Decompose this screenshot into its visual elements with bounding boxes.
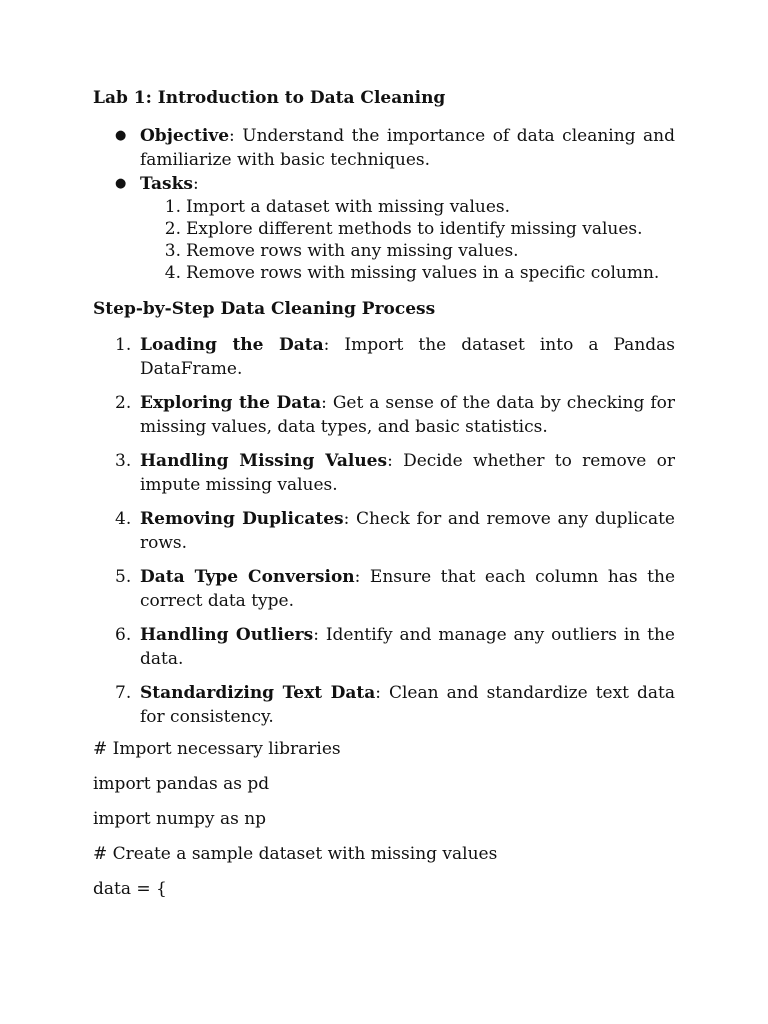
step-item [93,391,675,439]
bullet-icon: ● [115,128,127,143]
code-snippet [93,737,675,901]
step-text: : Identify and manage any outliers in the data. [140,625,675,669]
step-text: : Clean and standardize text data for consistency. [140,683,676,727]
step-number: 3. [115,451,132,471]
step-number: 1. [115,335,132,355]
step-label: Removing Duplicates [140,509,344,529]
step-label: Loading the Data [140,335,324,355]
task-item [93,218,675,240]
lab-title: Lab 1: Introduction to Data Cleaning [93,88,446,108]
step-text: : Get a sense of the data by checking for missing values, data types, and basic statistics. [140,393,675,437]
task-list [93,196,675,284]
objectives-list [93,124,675,196]
step-label: Handling Missing Values [140,451,388,471]
step-label: Handling Outliers [140,625,314,645]
step-number: 7. [115,683,132,703]
step-item [93,681,675,729]
step-item [93,507,675,555]
code-line: import numpy as np [93,809,267,829]
step-item [93,333,675,381]
step-number: 6. [115,625,132,645]
objective-label: Objective [140,126,230,146]
step-text: : Decide whether to remove or impute missing values. [140,451,676,495]
bullet-icon: ● [115,176,127,191]
task-number: 2. [164,219,181,239]
step-item [93,449,675,497]
step-number: 5. [115,567,132,587]
step-text: : Import the dataset into a Pandas DataFrame. [140,335,676,379]
step-text: : Ensure that each column has the correct data type. [140,567,676,611]
step-item [93,623,675,671]
step-number: 2. [115,393,132,413]
task-text: Import a dataset with missing values. [186,197,511,217]
task-number: 4. [164,263,181,283]
task-text: Explore different methods to identify missing values. [186,219,643,239]
steps-list [93,333,675,729]
step-label: Exploring the Data [140,393,322,413]
objective-item [93,124,675,172]
tasks-item [93,172,675,196]
code-line: data = { [93,879,167,899]
task-item [93,262,675,284]
step-number: 4. [115,509,132,529]
step-item [93,565,675,613]
tasks-sep: : [192,174,199,194]
document-page [93,86,675,912]
step-label: Data Type Conversion [140,567,355,587]
tasks-label: Tasks [140,174,193,194]
task-number: 1. [164,197,181,217]
task-item [93,196,675,218]
step-label: Standardizing Text Data [140,683,376,703]
process-title: Step-by-Step Data Cleaning Process [93,299,436,319]
task-text: Remove rows with any missing values. [186,241,519,261]
objective-sep: : [229,126,235,146]
task-text: Remove rows with missing values in a specific column. [186,263,660,283]
code-line: import pandas as pd [93,774,270,794]
task-number: 3. [164,241,181,261]
code-line: # Create a sample dataset with missing values [93,844,498,864]
step-text: : Check for and remove any duplicate rows. [140,509,675,553]
task-item [93,240,675,262]
objective-text: Understand the importance of data cleaning and familiarize with basic techniques. [140,126,675,170]
code-line: # Import necessary libraries [93,739,341,759]
